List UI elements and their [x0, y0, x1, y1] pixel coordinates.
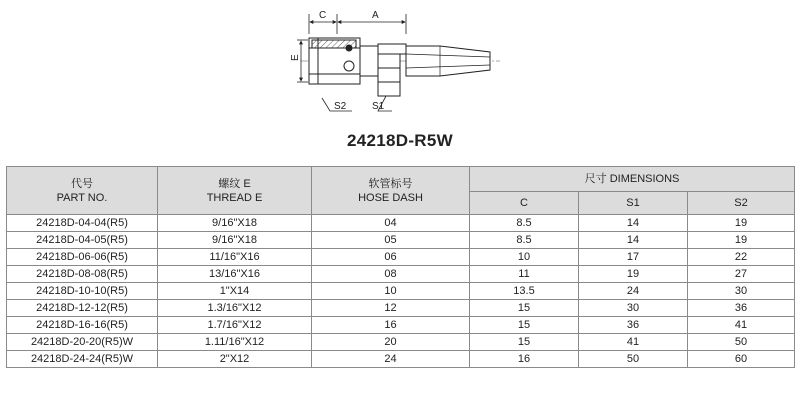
cell-thread: 1"X14 — [158, 283, 312, 300]
cell-s1: 50 — [579, 351, 688, 368]
cell-c: 16 — [470, 351, 579, 368]
cell-s2: 19 — [688, 215, 795, 232]
dimension-label-s1: S1 — [372, 101, 385, 112]
cell-c: 8.5 — [470, 215, 579, 232]
cell-s2: 30 — [688, 283, 795, 300]
cell-s2: 19 — [688, 232, 795, 249]
header-hose-en: HOSE DASH — [358, 191, 423, 204]
cell-s1: 24 — [579, 283, 688, 300]
cell-s1: 17 — [579, 249, 688, 266]
cell-c: 15 — [470, 317, 579, 334]
cell-s2: 60 — [688, 351, 795, 368]
cell-hose: 08 — [312, 266, 470, 283]
cell-part: 24218D-10-10(R5) — [7, 283, 158, 300]
cell-s1: 41 — [579, 334, 688, 351]
header-thread-en: THREAD E — [206, 191, 263, 204]
fitting-body — [309, 38, 490, 96]
cell-s2: 27 — [688, 266, 795, 283]
cell-s1: 19 — [579, 266, 688, 283]
header-hose-dash — [312, 167, 470, 215]
table-row — [7, 283, 795, 300]
cell-s2: 36 — [688, 300, 795, 317]
cell-c: 15 — [470, 334, 579, 351]
cell-thread: 1.3/16"X12 — [158, 300, 312, 317]
cell-part: 24218D-16-16(R5) — [7, 317, 158, 334]
cell-part: 24218D-06-06(R5) — [7, 249, 158, 266]
cell-part: 24218D-08-08(R5) — [7, 266, 158, 283]
cell-part: 24218D-12-12(R5) — [7, 300, 158, 317]
cell-thread: 1.7/16"X12 — [158, 317, 312, 334]
table-row — [7, 351, 795, 368]
table-row — [7, 334, 795, 351]
table-row — [7, 266, 795, 283]
cell-s2: 22 — [688, 249, 795, 266]
fitting-drawing — [285, 0, 515, 118]
cell-s1: 36 — [579, 317, 688, 334]
header-s1: S1 — [579, 192, 688, 215]
cell-hose: 05 — [312, 232, 470, 249]
cell-thread: 9/16"X18 — [158, 215, 312, 232]
cell-s1: 14 — [579, 215, 688, 232]
header-thread — [158, 167, 312, 215]
cell-c: 10 — [470, 249, 579, 266]
cell-hose: 04 — [312, 215, 470, 232]
cell-thread: 2"X12 — [158, 351, 312, 368]
table-row — [7, 300, 795, 317]
table-row — [7, 249, 795, 266]
header-thread-cn: 螺纹 E — [218, 177, 251, 190]
cell-s2: 50 — [688, 334, 795, 351]
cell-c: 8.5 — [470, 232, 579, 249]
cell-c: 13.5 — [470, 283, 579, 300]
table-row — [7, 232, 795, 249]
header-c: C — [470, 192, 579, 215]
cell-hose: 24 — [312, 351, 470, 368]
dimension-label-c: C — [319, 10, 327, 21]
cell-s1: 14 — [579, 232, 688, 249]
cell-part: 24218D-24-24(R5)W — [7, 351, 158, 368]
header-s2: S2 — [688, 192, 795, 215]
cell-thread: 1.11/16"X12 — [158, 334, 312, 351]
cell-hose: 20 — [312, 334, 470, 351]
header-part-no-cn: 代号 — [71, 177, 93, 190]
cell-thread: 9/16"X18 — [158, 232, 312, 249]
spec-table — [6, 166, 795, 368]
cell-c: 11 — [470, 266, 579, 283]
cell-thread: 13/16"X16 — [158, 266, 312, 283]
cell-hose: 12 — [312, 300, 470, 317]
cell-s1: 30 — [579, 300, 688, 317]
cell-part: 24218D-20-20(R5)W — [7, 334, 158, 351]
cell-thread: 11/16"X16 — [158, 249, 312, 266]
cell-part: 24218D-04-05(R5) — [7, 232, 158, 249]
table-row — [7, 215, 795, 232]
cell-part: 24218D-04-04(R5) — [7, 215, 158, 232]
header-part-no — [7, 167, 158, 215]
cell-s2: 41 — [688, 317, 795, 334]
cell-hose: 06 — [312, 249, 470, 266]
cell-hose: 16 — [312, 317, 470, 334]
header-part-no-en: PART NO. — [56, 191, 108, 204]
cell-hose: 10 — [312, 283, 470, 300]
header-hose-cn: 软管标号 — [368, 177, 413, 190]
table-body — [7, 215, 795, 368]
page-title: 24218D-R5W — [347, 131, 453, 150]
header-dimensions: 尺寸 DIMENSIONS — [470, 167, 795, 192]
dimension-label-e: E — [290, 54, 301, 61]
dimension-label-s2: S2 — [334, 101, 347, 112]
cell-c: 15 — [470, 300, 579, 317]
dimension-label-a: A — [372, 10, 379, 21]
table-row — [7, 317, 795, 334]
